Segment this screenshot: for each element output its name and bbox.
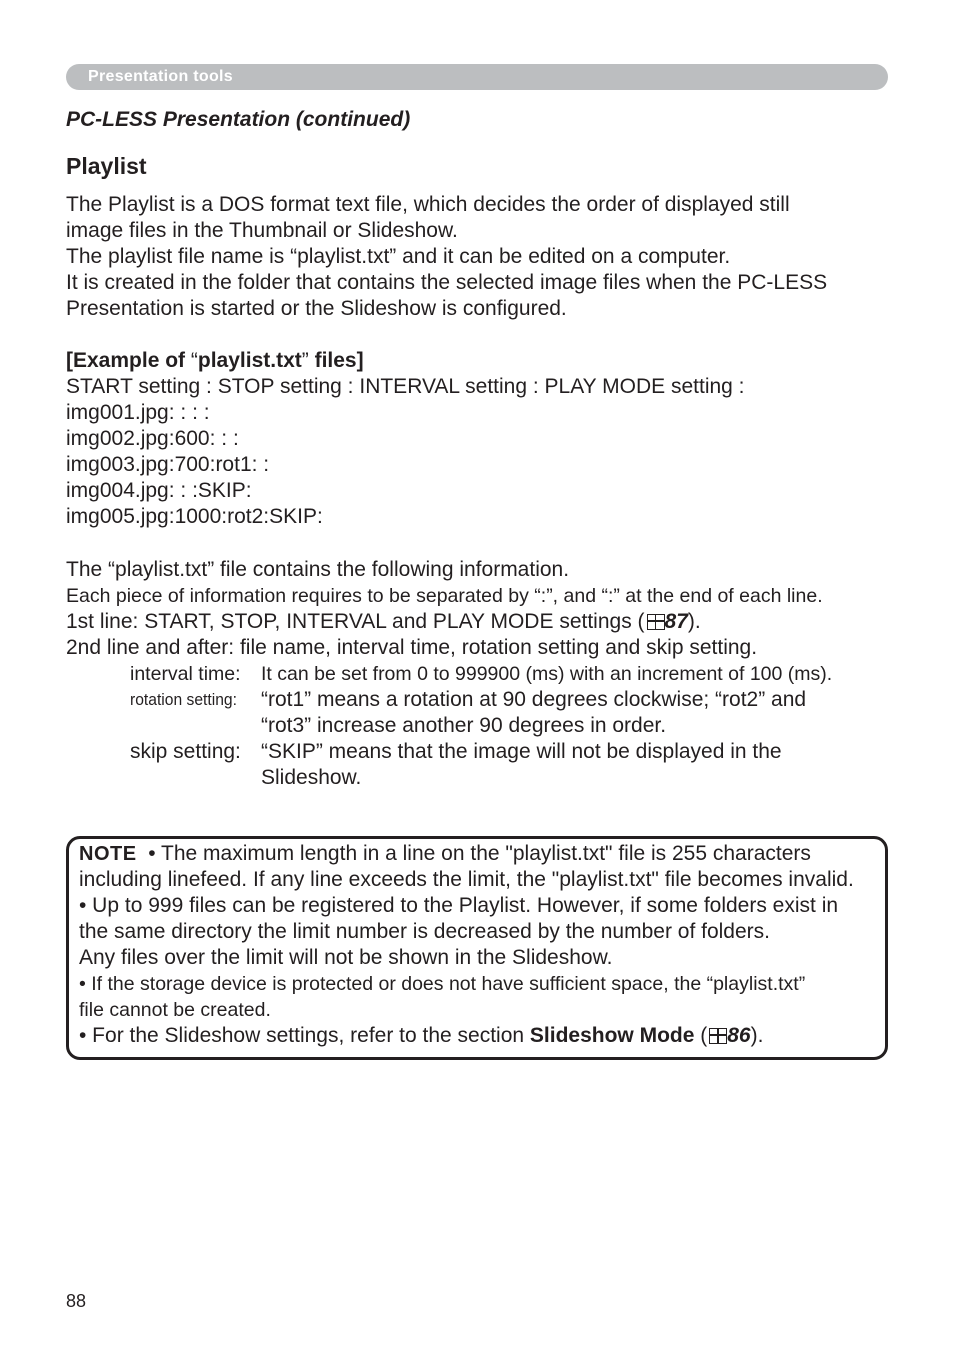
note-line-slideshow (79, 1023, 763, 1049)
book-reference-icon (647, 614, 665, 630)
book-reference-icon (709, 1028, 727, 1044)
info-line: 2nd line and after: file name, interval time, rotation setting and skip setting. (66, 636, 758, 659)
rotation-text: “rot1” means a rotation at 90 degrees clockwise; “rot2” and (261, 688, 807, 711)
intro-line: The Playlist is a DOS format text file, which decides the order of displayed still (66, 193, 790, 216)
note-line: Any files over the limit will not be shown in the Slideshow. (79, 946, 613, 969)
info-line-text: ). (687, 610, 701, 633)
skip-label: skip setting: (130, 740, 241, 763)
interval-text: It can be set from 0 to 999900 (ms) with an increment of 100 (ms). (261, 663, 833, 685)
section-header-label: Presentation tools (88, 68, 233, 85)
info-line: The “playlist.txt” file contains the following information. (66, 558, 570, 581)
rotation-text: “rot3” increase another 90 degrees in order. (261, 714, 667, 737)
intro-line: image files in the Thumbnail or Slideshow. (66, 219, 458, 242)
example-heading-pre: [Example of (66, 349, 191, 372)
section-title: Playlist (66, 153, 147, 179)
example-line: img001.jpg: : : : (66, 401, 210, 424)
note-line: including linefeed. If any line exceeds the limit, the "playlist.txt" file becomes invalid. (79, 868, 854, 891)
example-heading (66, 348, 364, 374)
note-line: file cannot be created. (79, 999, 271, 1021)
rotation-label: rotation setting: (130, 690, 237, 709)
info-line-text: 1st line: START, STOP, INTERVAL and PLAY MODE settings ( (66, 610, 645, 633)
skip-text: Slideshow. (261, 766, 362, 789)
skip-text: “SKIP” means that the image will not be displayed in the (261, 740, 782, 763)
note-text: ( (694, 1024, 708, 1047)
page-number: 88 (66, 1291, 87, 1311)
note-line: • If the storage device is protected or does not have sufficient space, the “playlist.txt” (79, 973, 806, 995)
example-line: START setting : STOP setting : INTERVAL setting : PLAY MODE setting : (66, 375, 745, 398)
intro-line: Presentation is started or the Slideshow is configured. (66, 297, 567, 320)
note-line: the same directory the limit number is decreased by the number of folders. (79, 920, 770, 943)
note-text: • The maximum length in a line on the "playlist.txt" file is 255 characters (148, 842, 811, 865)
note-text: • For the Slideshow settings, refer to the section (79, 1024, 530, 1047)
example-heading-post: files] (314, 349, 364, 372)
intro-line: The playlist file name is “playlist.txt” and it can be edited on a computer. (66, 245, 731, 268)
interval-label: interval time: (130, 663, 241, 685)
note-line (79, 841, 811, 867)
slideshow-mode-link: Slideshow Mode (529, 1024, 695, 1047)
page-reference[interactable]: 87 (664, 610, 688, 633)
note-label: NOTE (79, 843, 137, 865)
example-line: img002.jpg:600: : : (66, 427, 239, 450)
page-subtitle: PC-LESS Presentation (continued) (66, 108, 411, 131)
note-text: ). (750, 1024, 764, 1047)
info-line: Each piece of information requires to be separated by “:”, and “:” at the end of each line. (66, 585, 823, 607)
note-line: • Up to 999 files can be registered to the Playlist. However, if some folders exist in (79, 894, 839, 917)
info-line-settings (66, 609, 701, 635)
example-heading-quote-close: ” (301, 349, 315, 372)
example-line: img004.jpg: : :SKIP: (66, 479, 252, 502)
page-reference[interactable]: 86 (727, 1024, 751, 1047)
example-heading-filename: playlist.txt (197, 349, 302, 372)
example-heading-quote-open: “ (190, 349, 198, 372)
example-line: img005.jpg:1000:rot2:SKIP: (66, 505, 323, 528)
example-line: img003.jpg:700:rot1: : (66, 453, 270, 476)
intro-line: It is created in the folder that contains the selected image files when the PC-LESS (66, 271, 828, 294)
section-header-bar (66, 64, 888, 90)
